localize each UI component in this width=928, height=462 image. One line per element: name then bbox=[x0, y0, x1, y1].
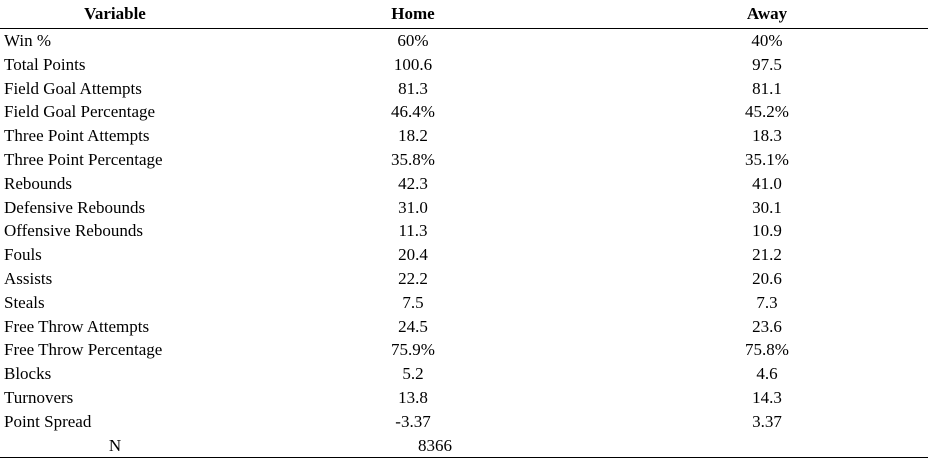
row-home-value: 35.8% bbox=[391, 149, 435, 169]
row-home-value: 42.3 bbox=[398, 173, 428, 193]
header-row bbox=[0, 0, 928, 29]
header-variable: Variable bbox=[0, 0, 230, 29]
row-away-value: 21.2 bbox=[752, 245, 782, 265]
row-variable: Free Throw Attempts bbox=[4, 316, 150, 336]
row-variable: Assists bbox=[4, 268, 53, 288]
row-away-value: 23.6 bbox=[752, 316, 782, 336]
header-home: Home bbox=[230, 0, 566, 29]
table-row bbox=[0, 386, 928, 410]
row-variable: Fouls bbox=[4, 245, 42, 265]
row-away-value: 75.8% bbox=[745, 340, 789, 360]
row-away-value: 18.3 bbox=[752, 126, 782, 146]
row-home-value: 20.4 bbox=[398, 245, 428, 265]
sample-size-row bbox=[0, 434, 928, 458]
row-home-value: 5.2 bbox=[402, 364, 424, 384]
table-row bbox=[0, 243, 928, 267]
row-home-value: -3.37 bbox=[395, 411, 431, 431]
row-variable: Defensive Rebounds bbox=[4, 197, 146, 217]
sample-size-label: N bbox=[0, 434, 230, 458]
row-away-value: 3.37 bbox=[752, 411, 782, 431]
table-row bbox=[0, 291, 928, 315]
row-variable: Turnovers bbox=[4, 387, 74, 407]
table-row bbox=[0, 267, 928, 291]
row-variable: Total Points bbox=[4, 54, 86, 74]
row-variable: Point Spread bbox=[4, 411, 92, 431]
row-away-value: 40% bbox=[751, 31, 783, 50]
table-row bbox=[0, 148, 928, 172]
row-variable: Rebounds bbox=[4, 173, 72, 193]
sample-size-value: 8366 bbox=[230, 434, 928, 458]
row-variable: Steals bbox=[4, 292, 45, 312]
table-row bbox=[0, 53, 928, 77]
table-row bbox=[0, 315, 928, 339]
row-away-value: 97.5 bbox=[752, 54, 782, 74]
row-away-value: 35.1% bbox=[745, 149, 789, 169]
row-home-value: 31.0 bbox=[398, 197, 428, 217]
table-row bbox=[0, 29, 928, 53]
table-body bbox=[0, 29, 928, 458]
table-row bbox=[0, 338, 928, 362]
row-home-value: 81.3 bbox=[398, 78, 428, 98]
row-home-value: 13.8 bbox=[398, 387, 428, 407]
row-away-value: 81.1 bbox=[752, 78, 782, 98]
row-variable: Three Point Attempts bbox=[4, 126, 150, 146]
row-away-value: 10.9 bbox=[752, 221, 782, 241]
row-away-value: 30.1 bbox=[752, 197, 782, 217]
table-row bbox=[0, 77, 928, 101]
row-away-value: 7.3 bbox=[756, 292, 778, 312]
table-row bbox=[0, 196, 928, 220]
row-home-value: 75.9% bbox=[391, 340, 435, 360]
table-row bbox=[0, 124, 928, 148]
row-home-value: 11.3 bbox=[398, 221, 428, 241]
table-row bbox=[0, 410, 928, 434]
table-row bbox=[0, 172, 928, 196]
row-variable: Three Point Percentage bbox=[4, 149, 163, 169]
table-row bbox=[0, 100, 928, 124]
row-variable: Win % bbox=[4, 31, 51, 50]
row-away-value: 4.6 bbox=[756, 364, 778, 384]
row-variable: Field Goal Attempts bbox=[4, 78, 142, 98]
row-away-value: 20.6 bbox=[752, 268, 782, 288]
row-variable: Field Goal Percentage bbox=[4, 102, 156, 122]
row-home-value: 18.2 bbox=[398, 126, 428, 146]
row-variable: Blocks bbox=[4, 364, 52, 384]
table-row bbox=[0, 362, 928, 386]
row-home-value: 46.4% bbox=[391, 102, 435, 122]
row-variable: Offensive Rebounds bbox=[4, 221, 143, 241]
row-home-value: 100.6 bbox=[393, 54, 433, 74]
table-header bbox=[0, 0, 928, 29]
row-away-value: 41.0 bbox=[752, 173, 782, 193]
row-home-value: 22.2 bbox=[398, 268, 428, 288]
row-away-value: 45.2% bbox=[745, 102, 789, 122]
row-home-value: 7.5 bbox=[402, 292, 424, 312]
row-home-value: 24.5 bbox=[398, 316, 428, 336]
row-variable: Free Throw Percentage bbox=[4, 340, 163, 360]
row-away-value: 14.3 bbox=[752, 387, 782, 407]
table-row bbox=[0, 219, 928, 243]
row-home-value: 60% bbox=[397, 31, 429, 50]
header-away: Away bbox=[566, 0, 928, 29]
